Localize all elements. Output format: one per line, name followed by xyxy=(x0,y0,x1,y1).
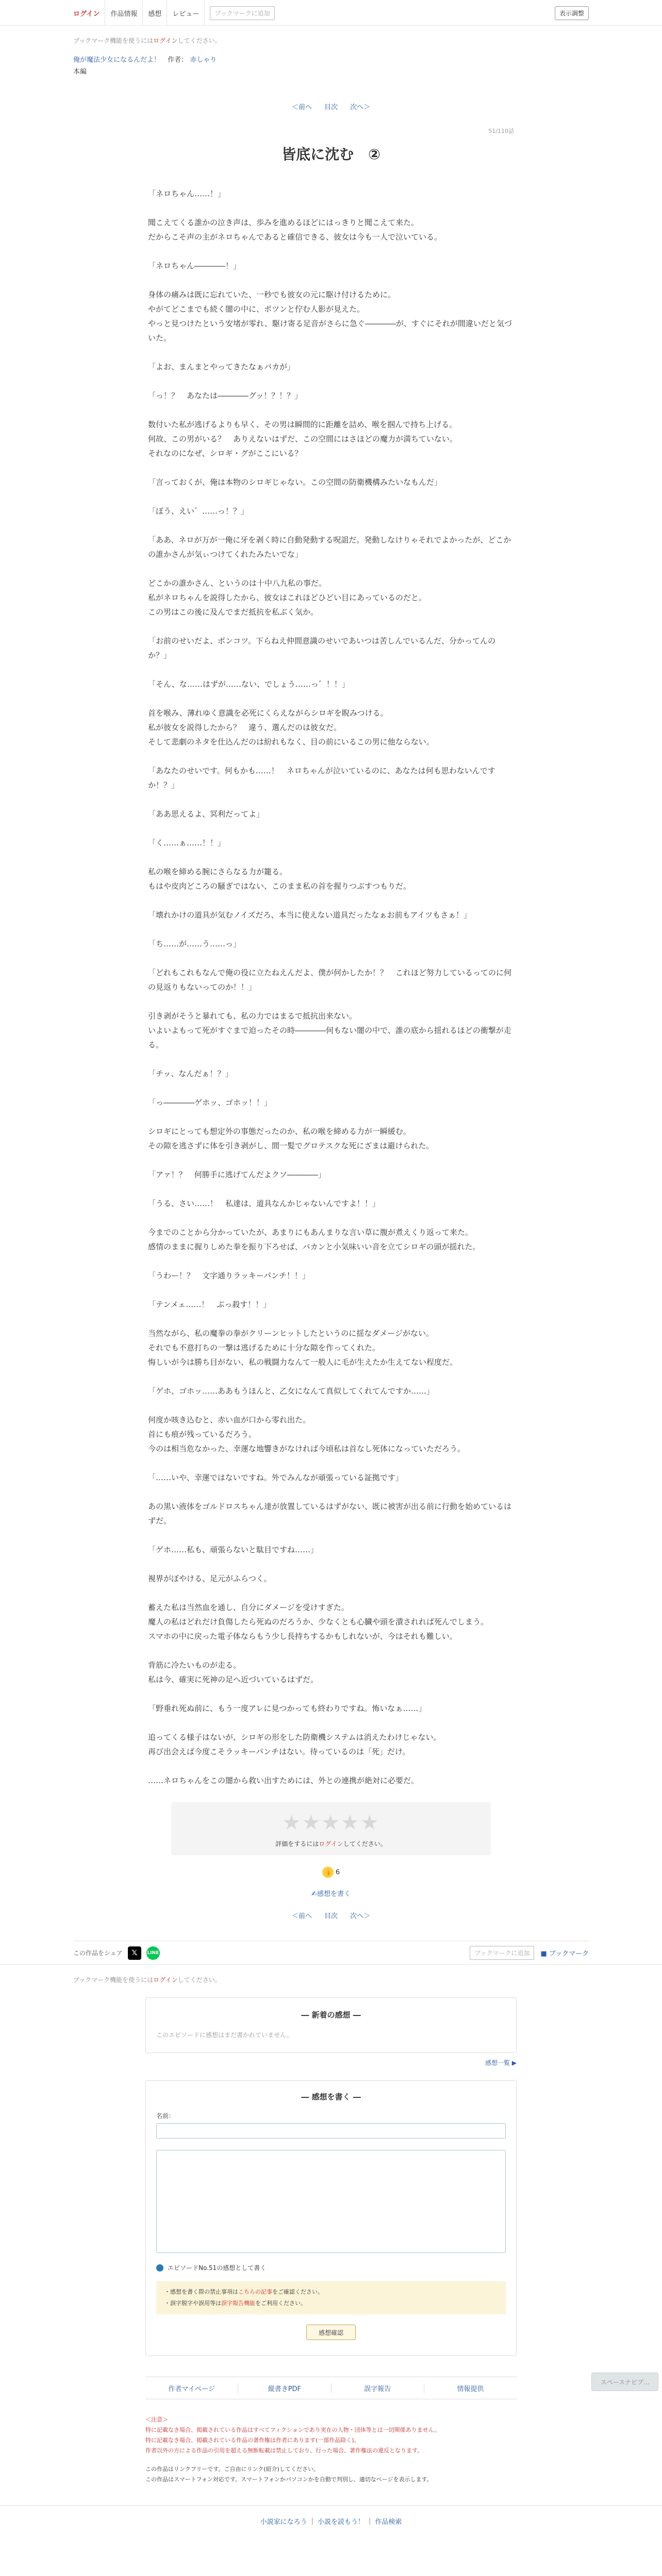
bottom-links xyxy=(145,2377,517,2399)
novel-paragraph: 視界がぼやける、足元がふらつく。 xyxy=(148,1574,272,1583)
series-info xyxy=(73,54,589,64)
footer-link-yomou[interactable]: 小説を読もう！ xyxy=(317,2518,365,2526)
impression-form xyxy=(145,2080,517,2356)
bookmark-add-button[interactable]: ブックマークに追加 xyxy=(210,6,274,20)
novel-paragraph: 「ネロちゃん……！」 xyxy=(148,189,226,198)
x-share-icon[interactable]: 𝕏 xyxy=(128,1946,141,1960)
top-bar xyxy=(0,0,662,26)
novel-paragraph: 「ち……が……う……っ」 xyxy=(148,939,241,948)
novel-paragraph: 数付いた私が逃げるよりも早く、その男は瞬間的に距離を詰め、喉を掴んで持ち上げる。 何故、この男がいる？ ありえないはずだ、この空間にはさほどの魔力が満ちていない。 それなのになぜ、シロギ・グがここにいる？ xyxy=(148,420,457,458)
novel-paragraph: 「く……ぁ……！！」 xyxy=(148,838,226,848)
novel-paragraph: 追ってくる様子はないが、シロギの形をした防衛機システムは消えたわけじゃない。 再び出会えば今度こそラッキーパンチはない。待っているのは「死」だけ。 xyxy=(148,1733,441,1756)
prev-link[interactable]: ＜前へ xyxy=(291,1912,312,1920)
notice-login-link[interactable]: ログイン xyxy=(153,37,178,44)
novel-paragraph: 「ゲホ、ゴホッ……ああもうほんと、乙女になんて真似してくれてんですか……」 xyxy=(148,1386,435,1396)
novel-paragraph: 「ゲホ……私も、頑張らないと駄目ですね……」 xyxy=(148,1545,319,1554)
info-provide-link[interactable]: 情報提供 xyxy=(457,2385,484,2393)
nav-reviews[interactable]: レビュー xyxy=(167,0,205,26)
thumbs-up-icon[interactable]: 👍 xyxy=(322,1867,334,1878)
share-bar xyxy=(73,1941,589,1964)
novel-paragraph: 私の喉を締める腕にさらなる力が籠る。 もはや皮肉どころの騒ぎではない、このまま私の首を握りつぶすつもりだ。 xyxy=(148,867,411,891)
bookmark-add-button[interactable]: ブックマークに追加 xyxy=(470,1946,534,1960)
name-label: 名前： xyxy=(156,2112,175,2120)
like-count: 6 xyxy=(335,1869,340,1876)
novel-paragraph: 「ああ、ネロが万が一俺に牙を剥く時に自動発動する呪詛だ。発動しなけりゃそれでよかったが、どこかの誰かさんが気ぃつけてくれたみたいでな」 xyxy=(148,535,511,559)
latest-impressions-empty: このエピソードに感想はまだ書かれていません。 xyxy=(156,2031,293,2039)
novel-paragraph: 「野垂れ死ぬ前に、もう一度アレに見つかっても終わりですね。怖いなぁ……」 xyxy=(148,1704,426,1713)
series-title-link[interactable]: 俺が魔法少女になるんだよ！ xyxy=(73,56,161,64)
novel-paragraph: 背筋に冷たいものが走る。 私は今、確実に死神の足へ近づいているはずだ。 xyxy=(148,1660,319,1684)
chapter-title: 皆底に沈む ② xyxy=(282,146,380,163)
novel-paragraph: 「そん、な……はずが……ない、でしょう……っ゛！！」 xyxy=(148,680,350,689)
author-label: 作者： xyxy=(168,56,188,64)
episode-check-row[interactable]: エピソードNo.51の感想として書く xyxy=(156,2263,506,2272)
toc-link[interactable]: 目次 xyxy=(324,1912,338,1920)
novel-paragraph: 「よお、まんまとやってきたなぁバカが」 xyxy=(148,362,295,371)
form-title: ― 感想を書く ― xyxy=(301,2092,361,2102)
next-link[interactable]: 次へ＞ xyxy=(350,104,371,111)
novel-paragraph: 「うる、さい……！ 私達は、道具なんかじゃないんですよ！！」 xyxy=(148,1199,380,1208)
write-impression-link[interactable]: ✍感想を書く xyxy=(311,1890,351,1898)
prev-link[interactable]: ＜前へ xyxy=(291,104,312,111)
novel-paragraph: 「あなたのせいです。何もかも……！ ネロちゃんが泣いているのに、あなたは何も思わないんですか！？」 xyxy=(148,766,495,790)
novel-paragraph: 引き剥がそうと暴れても、私の力ではまるで抵抗出来ない。 いよいよもって死がすぐまで迫ったその時――――何もない闇の中で、誰の底から揺れるほどの衝撃が走る。 xyxy=(148,1011,511,1049)
novel-paragraph: 「……いや、幸運ではないですね。外でみんなが頑張っている証拠です」 xyxy=(148,1473,403,1482)
impression-textarea[interactable] xyxy=(156,2150,506,2253)
novel-paragraph: 「お前のせいだよ、ポンコツ。下らねえ仲間意識のせいであいつは苦しんでいるんだ、分かってんのか？」 xyxy=(148,636,495,660)
bookmark-notice: ブックマーク機能を使うにはログインしてください。 xyxy=(73,1976,221,1984)
footer: 小説家になろう | 小説を読もう！ | 作品検索 xyxy=(0,2505,662,2536)
novel-paragraph: どこかの誰かさん、というのは十中八九私の事だ。 私がネロちゃんを説得したから、彼女はこれほどひどい目にあっているのだと。 この男はこの後に及んでまだ抵抗を私ぶく気か。 xyxy=(148,579,426,617)
star-icon[interactable]: ★ xyxy=(282,1811,302,1835)
pager-bottom xyxy=(0,1910,662,1920)
footer-link-search[interactable]: 作品検索 xyxy=(375,2518,402,2526)
novel-paragraph: 蓄えた私は当然血を通し、自分にダメージを受けすぎた。 魔人の私はどれだけ負傷したら死ぬのだろうか、少なくとも心臓や頭を潰されれば死んでしまう。 スマホの中に戻った電子体ならもう少し長持ちするかもしれないが、今はそれも難しい。 xyxy=(148,1603,489,1641)
novel-paragraph: 当然ながら、私の魔拳の拳がクリーンヒットしたというのに揺なダメージがない。 それでも不意打ちの一撃は逃げるために十分な隙を作ってくれた。 悔しいが今は勝ち目がない、私の戦闘力なんて一般人に毛が生えたか生えてない程度だ。 xyxy=(148,1329,458,1367)
line-share-icon[interactable]: LINE xyxy=(146,1946,160,1960)
chapter-number: 51/110話 xyxy=(488,128,514,134)
typo-report-button[interactable]: 誤字報告 xyxy=(332,2383,424,2393)
display-settings-button[interactable]: 表示調整 xyxy=(555,6,589,20)
latest-impressions-panel xyxy=(145,1997,517,2053)
latest-impressions-title: ― 新着の感想 ― xyxy=(301,2010,361,2020)
novel-paragraph: 「うわー！？ 文字通りラッキーパンチ！！」 xyxy=(148,1271,310,1280)
novel-paragraph: 「チッ、なんだぁ！？」 xyxy=(148,1069,233,1078)
rating-stars[interactable] xyxy=(171,1811,491,1834)
star-icon[interactable]: ★ xyxy=(340,1811,360,1835)
scroll-nav-button[interactable]: スペースナビプ... xyxy=(591,2372,658,2391)
rating-notice: 評価をするにはログインしてください。 xyxy=(275,1840,387,1848)
novel-paragraph: 「どれもこれもなんで俺の役に立たねえんだよ、僕が何かしたか！？ これほど努力しているってのに何の見返りもないってのか！！」 xyxy=(148,968,512,992)
novel-paragraph: 何度か咳き込むと、赤い血が口から零れ出た。 首にも痕が残っているだろう。 今のは相当危なかった、幸運な地響きがなければ今頃私は首なし死体になっていただろう。 xyxy=(148,1415,466,1453)
warning-box: ・感想を書く際の禁止事項はこちらの記事をご確認ください。 ・誤字脱字や誤用等は誤字報告機能をご利用ください。 xyxy=(156,2281,506,2314)
novel-paragraph: 「っ――――ゲホッ、ゴホッ！！」 xyxy=(148,1098,272,1107)
novel-paragraph: シロギにとっても想定外の事態だったのか、私の喉を締める力が一瞬緩む。 その隙を逃さずに体を引き剥がし、間一髪でグロテスクな死にざまは避けられた。 xyxy=(148,1127,434,1150)
novel-paragraph: 「ネロちゃん――――！」 xyxy=(148,261,241,270)
novel-paragraph: 「壊れかけの道具が気むノイズだろ、本当に使えない道具だったなぁお前もアイツもさぁ！」 xyxy=(148,910,472,920)
novel-paragraph: 身体の痛みは既に忘れていた、一秒でも彼女の元に駆け付けるために。 やがてどこまでも続く闇の中に、ポツンと佇む人影が見えた。 やっと見つけたという安堵が零れ、駆け寄る足音がさらに急ぐ――――が、すぐにそれが間違いだと気づいた。 xyxy=(148,290,512,343)
typo-report-link[interactable]: 誤字報告機能 xyxy=(221,2300,255,2307)
novel-paragraph: あの黒い液体をゴルドロスちゃん達が放置しているはずがない、既に被害が出る前に行動を始めているはずだ。 xyxy=(148,1502,512,1526)
rules-article-link[interactable]: こちらの記事 xyxy=(238,2289,272,2295)
author-link[interactable]: 赤しゃり xyxy=(190,56,217,64)
impression-list-link[interactable]: 感想一覧 ▶ xyxy=(485,2059,517,2066)
rating-box xyxy=(171,1802,491,1855)
bookmark-notice: ブックマーク機能を使うにはログインしてください。 xyxy=(73,37,221,44)
pager-top xyxy=(0,101,662,111)
confirm-impression-button[interactable]: 感想確認 xyxy=(306,2325,356,2340)
login-link[interactable]: ログイン xyxy=(73,0,105,26)
novel-paragraph: 「ぼう、えい゛……っ！？」 xyxy=(148,506,249,516)
nav-impressions[interactable]: 感想 xyxy=(143,0,167,26)
caution-notes: ＜注意＞ 特に記載なき場合、掲載されている作品はすべてフィクションであり実在の人物・団体等とは一切関係ありません。 特に記載なき場合、掲載されている作品の著作権は作者にあります(一部作品除く)。 作者以外の方による作品の引用を超える無断転載は禁止しており、行った場合、著作権法の違反となります。 この作品はリンクフリーです。ご自由にリンク(紹介)してください。 この作品はスマートフォン対応です。スマートフォンかパソコンかを自動で判別し、適切なページを表示します。 xyxy=(145,2416,440,2483)
novel-paragraph: 今までのことから分かっていたが、あまりにもあんまりな言い草に腹が煮えくり返って来た。 感情のままに握りしめた拳を振り下ろせば、バカンと小気味いい音を立てシロギの頭が揺れた。 xyxy=(148,1228,481,1251)
novel-paragraph: 「アァ！？ 何勝手に逃げてんだよクソ――――」 xyxy=(148,1170,326,1179)
vertical-pdf-link[interactable]: 縦書きPDF xyxy=(238,2383,331,2393)
novel-paragraph: ……ネロちゃんをこの闇から救い出すためには、外との連携が絶対に必要だ。 xyxy=(148,1776,419,1785)
like-area xyxy=(0,1867,662,1878)
novel-paragraph: 聞こえてくる誰かの泣き声は、歩みを進めるほどにはっきりと聞こえて来た。 だからこそ声の主がネロちゃんであると確信できる、彼女は今も一人で泣いている。 xyxy=(148,218,442,242)
star-icon[interactable]: ★ xyxy=(302,1811,322,1835)
author-mypage-link[interactable]: 作者マイページ xyxy=(145,2383,238,2393)
name-input[interactable] xyxy=(156,2123,506,2139)
star-icon[interactable]: ★ xyxy=(321,1811,341,1835)
star-icon[interactable]: ★ xyxy=(360,1811,380,1835)
novel-paragraph: 「ああ思えるよ、冥利だってよ」 xyxy=(148,809,264,819)
toc-link[interactable]: 目次 xyxy=(324,104,338,111)
next-link[interactable]: 次へ＞ xyxy=(350,1912,371,1920)
novel-area xyxy=(148,127,514,1788)
rating-login-link[interactable]: ログイン xyxy=(319,1840,343,1848)
divider xyxy=(0,1964,662,1965)
novel-paragraph: 「言っておくが、俺は本物のシロギじゃない。この空間の防衛機構みたいなもんだ」 xyxy=(148,478,442,487)
section-label: 本編 xyxy=(73,68,87,76)
nav-work-info[interactable]: 作品情報 xyxy=(105,0,143,26)
novel-paragraph: 首を喉み、薄れゆく意識を必死にくらえながらシロギを睨みつける。 私が彼女を説得したから？ 違う、選んだのは彼女だ。 そして悲劇のネタを仕込んだのは紛れもなく、目の前にいるこの男に他ならない。 xyxy=(148,708,434,747)
footer-link-narou[interactable]: 小説家になろう xyxy=(260,2518,307,2526)
novel-paragraph: 「っ！？ あなたは――――グッ！？！？」 xyxy=(148,391,303,400)
radio-checked-icon[interactable] xyxy=(156,2264,163,2272)
novel-paragraph: 「テンメェ……！ ぶっ殺す！！」 xyxy=(148,1300,271,1309)
notice-login-link[interactable]: ログイン xyxy=(153,1976,178,1984)
novel-body xyxy=(148,187,514,1788)
bookmark-link[interactable]: ■ ブックマーク xyxy=(540,1950,589,1958)
share-label: この作品をシェア xyxy=(73,1950,123,1957)
